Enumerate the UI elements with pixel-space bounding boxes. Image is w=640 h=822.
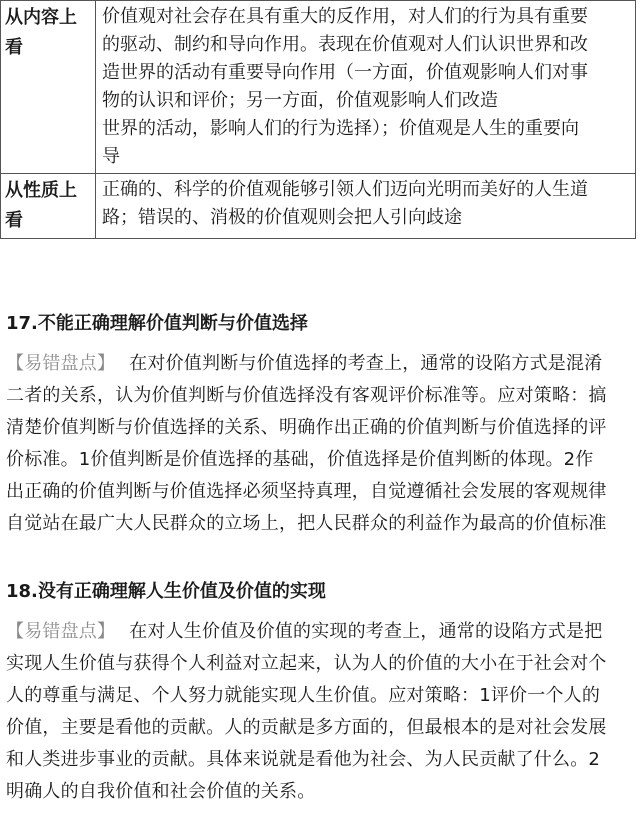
section-17 <box>6 312 636 540</box>
text-line <box>6 348 636 380</box>
row-header: 从性质上看 <box>1 174 96 239</box>
section-18 <box>6 580 636 808</box>
text-line: 出正确的价值判断与价值选择必须坚持真理，自觉遵循社会发展的客观规律 <box>6 481 607 502</box>
text-line: 正确的、科学的价值观能够引领人们迈向光明而美好的人生道 <box>102 179 588 200</box>
text-line: 世界的活动，影响人们的行为选择）；价值观是人生的重要向 <box>102 118 579 139</box>
text-line: 清楚价值判断与价值选择的关系、明确作出正确的价值判断与价值选择的评 <box>6 417 607 438</box>
section-heading: 18.没有正确理解人生价值及价值的实现 <box>6 581 326 602</box>
text-line: 的驱动、制约和导向作用。表现在价值观对人们认识世界和改 <box>102 34 588 55</box>
text-line: 自觉站在最广大人民群众的立场上，把人民群众的利益作为最高的价值标准 <box>6 513 607 534</box>
row-content <box>96 1 636 174</box>
text-line: 价标准。1价值判断是价值选择的基础，价值选择是价值判断的体现。2作 <box>6 449 594 470</box>
error-review-tag: 【易错盘点】 <box>6 621 116 642</box>
text-line: 导 <box>102 146 120 167</box>
text-line <box>6 616 636 648</box>
text-line: 实现人生价值与获得个人利益对立起来，认为人的价值的大小在于社会对个 <box>6 653 607 674</box>
text-line: 物的认识和评价；另一方面，价值观影响人们改造 <box>102 90 498 111</box>
text-line: 价值观对社会存在具有重大的反作用，对人们的行为具有重要 <box>102 6 588 27</box>
text-line: 和人类进步事业的贡献。具体来说就是看他为社会、为人民贡献了什么。2 <box>6 749 601 770</box>
text-line: 人的尊重与满足、个人努力就能实现人生价值。应对策略：1评价一个人的 <box>6 685 601 706</box>
table-row <box>1 1 636 174</box>
text-line: 明确人的自我价值和社会价值的关系。 <box>6 781 316 802</box>
text-line: 造世界的活动有重要导向作用（一方面，价值观影响人们对事 <box>102 62 588 83</box>
row-header: 从内容上看 <box>1 1 96 174</box>
text-line: 路；错误的、消极的价值观则会把人引向歧途 <box>102 207 462 228</box>
value-view-table <box>0 0 636 239</box>
text-segment: 在对价值判断与价值选择的考查上，通常的设陷方式是混淆 <box>129 353 603 374</box>
section-heading: 17.不能正确理解价值判断与价值选择 <box>6 313 308 334</box>
text-line: 二者的关系，认为价值判断与价值选择没有客观评价标准等。应对策略：搞 <box>6 385 607 406</box>
table-row <box>1 174 636 239</box>
row-content <box>96 174 636 239</box>
error-review-tag: 【易错盘点】 <box>6 353 116 374</box>
text-line: 价值，主要是看他的贡献。人的贡献是多方面的，但最根本的是对社会发展 <box>6 717 607 738</box>
text-segment: 在对人生价值及价值的实现的考查上，通常的设陷方式是把 <box>129 621 603 642</box>
